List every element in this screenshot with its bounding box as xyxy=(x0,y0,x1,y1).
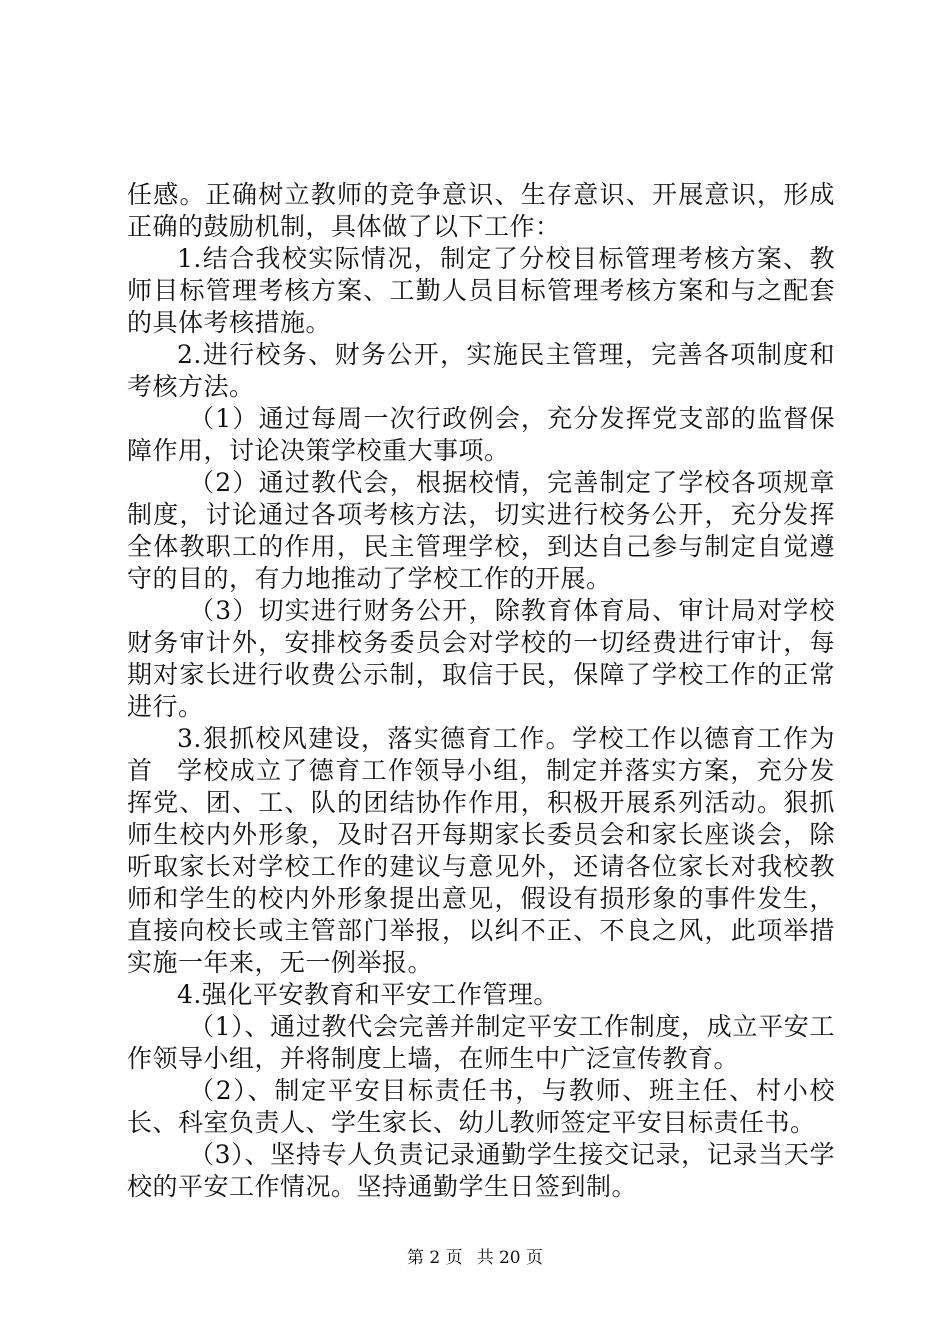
paragraph-moral-education: 学校成立了德育工作领导小组，制定并落实方案，充分发挥党、团、工、队的团结协作作用，积极开展系列活动。狠抓师生校内外形象，及时召开每期家长委员会和家长座谈会，除听取家长对学校工作的建议与意见外，还请各位家长对我校教师和学生的校内外形象提出意见，假设有损形象的事件发生，直接向校长或主管部门举报，以纠不正、不良之风，此项举措实施一年来，无一例举报。 xyxy=(127,756,835,977)
paragraph-item-2: 2.进行校务、财务公开，实施民主管理，完善各项制度和考核方法。 xyxy=(127,340,835,401)
paragraph-item-1: 1.结合我校实际情况，制定了分校目标管理考核方案、教师目标管理考核方案、工勤人员目标管理考核方案和与之配套的具体考核措施。 xyxy=(127,244,835,337)
paragraph-subitem-4-2: （2）、制定平安目标责任书，与教师、班主任、村小校长、科室负责人、学生家长、幼儿教师签定平安目标责任书。 xyxy=(127,1076,835,1137)
paragraph-continuation: 任感。正确树立教师的竞争意识、生存意识、开展意识，形成正确的鼓励机制，具体做了以下工作： xyxy=(127,180,835,241)
paragraph-subitem-2-3: （3）切实进行财务公开，除教育体育局、审计局对学校财务审计外，安排校务委员会对学校的一切经费进行审计，每期对家长进行收费公示制，取信于民，保障了学校工作的正常进行。 xyxy=(127,596,835,721)
page-footer xyxy=(0,1247,950,1269)
paragraph-subitem-4-3: （3）、坚持专人负责记录通勤学生接交记录，记录当天学校的平安工作情况。坚持通勤学生日签到制。 xyxy=(127,1140,835,1201)
paragraph-subitem-2-2: （2）通过教代会，根据校情，完善制定了学校各项规章制度，讨论通过各项考核方法，切实进行校务公开，充分发挥全体教职工的作用，民主管理学校，到达自己参与制定自觉遵守的目的，有力地推动了学校工作的开展。 xyxy=(127,468,835,593)
paragraph-item-4: 4.强化平安教育和平安工作管理。 xyxy=(177,980,559,1009)
paragraph-subitem-4-1: （1）、通过教代会完善并制定平安工作制度，成立平安工作领导小组，并将制度上墙，在师生中广泛宣传教育。 xyxy=(127,1012,835,1073)
paragraph-subitem-2-1: （1）通过每周一次行政例会，充分发挥党支部的监督保障作用，讨论决策学校重大事项。 xyxy=(127,404,835,465)
text-block-lower xyxy=(127,755,835,1203)
page-number: 第 2 页 xyxy=(406,1248,463,1268)
page-total: 共 20 页 xyxy=(476,1248,544,1268)
text-block-upper xyxy=(127,179,835,787)
paragraph-item-3: 3.狠抓校风建设，落实德育工作。学校工作以德育工作为首 xyxy=(127,724,835,785)
